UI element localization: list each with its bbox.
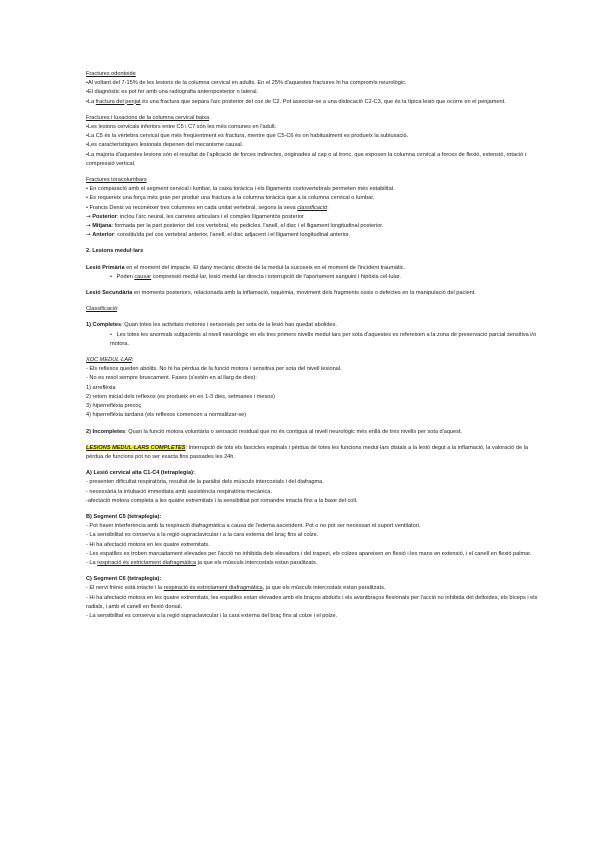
text: : xyxy=(327,204,329,211)
paragraph: - Els reflexos queden abolits. No hi ha pèrdua de la funció motora i sensitiva per sota del nivell lesional. xyxy=(86,366,342,373)
term: Lesió Primària xyxy=(86,264,125,271)
arrow-icon: → xyxy=(86,232,91,239)
paragraph: •El diagnòstic es pot fer amb una radiografia anteroposterior o lateral. xyxy=(86,89,259,96)
term: Anterior xyxy=(92,232,115,239)
text: XOC MEDUL·LAR xyxy=(86,357,133,364)
paragraph: - Pot haver interferència amb la respiració diafragmàtica a causa de l'edema ascendent. Pot o no pot ser necessari el suport ventilatori. xyxy=(86,523,421,530)
section-heading: 2. Lesions medul·lars xyxy=(86,248,144,255)
list-item: 2) retorn inicial dels reflexos (es produeix en en 1-3 dies, setmanes i mesos) xyxy=(86,393,276,400)
section-heading: Fractures odontoide xyxy=(86,71,136,77)
paragraph: •La majoria d'aquestes lesions són el resultat de l'aplicació de forces indirectes, originades al cap o al tronc, que exposen la columna cervical a forces de flexió, extensió, rotació i compressió vertical. xyxy=(86,151,527,167)
paragraph: • En comparació amb el segment cervical i lumbar, la caixa toràcica i els lligaments costovertebrals permeten més estabilitat. xyxy=(86,186,395,193)
paragraph xyxy=(86,289,539,298)
text: - La xyxy=(86,559,98,566)
text: •La xyxy=(86,98,96,105)
subheading: A) Lesió cervical alta C1-C4 (tetraplegia): xyxy=(86,470,195,477)
incomplete-lesions xyxy=(86,428,539,437)
paragraph xyxy=(86,584,539,593)
text: : constituïda pel cos vertebral anterior, l'anell, el disc adjacent i el lligament longitudinal anterior. xyxy=(114,232,351,239)
highlighted-heading: LESIONS MEDUL·LARS COMPLETES xyxy=(86,444,186,451)
paragraph xyxy=(86,204,539,213)
list-item: 3) hiperreflèxia precoç xyxy=(86,403,142,410)
classification-heading xyxy=(86,305,539,314)
text: Les totes les anormals subjacents al nivell neurològic en els tres primers nivells medul·lars per sota d'aquestes es refereixen a la zona de preservació parcial sensitiva i/o motora. xyxy=(110,331,537,347)
paragraph: - La sensibilitat es conserva a la regió supraclavicular i a la cara externa del braç fins al colze. xyxy=(86,532,319,539)
paragraph: •Al voltant del 7-15% de les lesions de la columna cervical en adults. En el 25% d'aquestes fractures hi ha compromís neurològic. xyxy=(86,80,407,87)
paragraph xyxy=(86,428,539,437)
text: : Interrupció de tots els fascicles espinals i pèrdua de totes les funcions medul·lars distals a la lesió degut a la inflamació, la valoració de la pèrdua de funcions pot no ser exacta fins passades les 24h. xyxy=(86,444,529,460)
paragraph: - presenten dificultat respiratòria, resultat de la paràlisi dels músculs intercostals i del diafragma. xyxy=(86,479,324,486)
list-item xyxy=(86,331,539,349)
paragraph xyxy=(86,98,539,107)
list-item xyxy=(86,222,539,231)
complete-spinal-lesions xyxy=(86,444,539,462)
list-item xyxy=(86,231,539,240)
text: ja que els músculs intercostals estan paralitzats. xyxy=(196,559,318,566)
text: Poden xyxy=(116,273,135,280)
list-item: 4) hiperreflèxia tardana (els reflexos comencen a normalitzar-se) xyxy=(86,412,247,419)
section-heading: Fractures toracolumbars xyxy=(86,177,147,184)
list-item: 1) arreflèxia xyxy=(86,384,116,391)
term: 1) Completes xyxy=(86,322,122,329)
bullet: • xyxy=(110,273,112,280)
text: és una fractura que separa l'arc posterior del cos de C2. Pot associar-se a una dislocació C2-C3, que és la típica lesió que ocorre en el penjament. xyxy=(140,98,506,105)
section-c1-c4 xyxy=(86,469,539,506)
underlined-term: classificació xyxy=(297,204,328,211)
text: : formada per la part posterior del cos vertebral, els pedicles, l'anell, el disc i el lligament longitudinal posterior. xyxy=(111,223,384,230)
section-heading: Fractures i luxacions de la columna cervical baixa xyxy=(86,114,210,121)
arrow-icon: → xyxy=(86,213,91,220)
text: : Quan la funció motora voluntària o sensació residual que no és contigua al nivell neurològic més enllà de tres nivells per sota d'aquest. xyxy=(125,428,463,435)
section-c5 xyxy=(86,513,539,568)
paragraph: -afectació motora completa a les quatre extremitats i la sensibilitat pot romandre intacta fins a la base del coll. xyxy=(86,497,358,504)
subheading xyxy=(86,305,539,314)
paragraph: - No es resol sempre bruscament. Fases (s'estén en al llarg de dies): xyxy=(86,375,257,382)
paragraph: - necessària la intubació immediata amb assistència respiratòria mecànica. xyxy=(86,488,272,495)
section-spinal-injuries xyxy=(86,247,539,256)
text: compressió medul·lar, lesió medul·lar directa i interrupció de l'aportament sanguini i hipòxia cel·lular. xyxy=(151,273,401,280)
section-odontoid-fractures xyxy=(86,70,539,107)
paragraph: •Les característiques lesionals depenen del mecanisme causal. xyxy=(86,142,244,149)
list-item xyxy=(86,273,539,282)
spinal-shock xyxy=(86,356,539,420)
paragraph: •Les lesions cervicals inferiors entre C5 i C7 són les més comunes en l'adult. xyxy=(86,124,277,131)
text: • Francis Denis va reconèixer tres columnes en cada unitat vertebral, segons la seva xyxy=(86,204,298,211)
term: Posterior xyxy=(92,213,117,220)
secondary-injury xyxy=(86,289,539,298)
subheading: C) Segment C6 (tetraplegia): xyxy=(86,576,162,583)
section-thoracolumbar xyxy=(86,176,539,240)
paragraph: - Hi ha afectació motora en les quatre extremitats. xyxy=(86,541,210,548)
text: , ja que els músculs intercostals estan paralitzats. xyxy=(262,585,386,592)
list-item xyxy=(86,213,539,222)
primary-injury xyxy=(86,264,539,282)
arrow-icon: → xyxy=(86,223,91,230)
subheading xyxy=(86,356,539,365)
paragraph xyxy=(86,264,539,273)
paragraph: • Es requereix una força més gran per produir una fractura a la columna toràcica que a la columna cervical o lumbar. xyxy=(86,195,375,202)
paragraph: - Les espatlles es troben marcadament elevades per l'acció no inhibida dels elevadors i del trapezi, els colzes apareixen en flexió i les mans en extensió, i el canell en flexió palmar. xyxy=(86,550,532,557)
paragraph xyxy=(86,321,539,330)
text: - El nervi frènic està intacte i la xyxy=(86,585,164,592)
text: en el moment del impacte. El dany mecànic directe de la medul·la succeeix en el moment de l'incident traumàtic. xyxy=(124,264,406,271)
text: : Quan totes les activitats motores i sensorials per sota de la lesió han quedat abolides. xyxy=(121,322,337,329)
paragraph: - La sensibilitat es conserva a la regió supraclavicular i la cara externa del braç fins al colze i el polze. xyxy=(86,612,338,619)
underlined-term: causar xyxy=(134,273,152,280)
term: 2) Incompletes xyxy=(86,428,126,435)
paragraph xyxy=(86,559,539,568)
text: Classificació xyxy=(86,306,118,313)
section-c6 xyxy=(86,575,539,621)
term: Lesió Secundària xyxy=(86,290,133,297)
text: : inclou l'arc neural, les carretes articulars i el complex lligamentós posterior xyxy=(116,213,304,220)
text: en moments posteriors, relacionada amb la inflamació, isquèmia, moviment dels fragments ossis o defectes en la manipulació del pacient. xyxy=(132,290,476,297)
underlined-term: fractura del penjat xyxy=(95,98,141,105)
underlined-term: respiració és estrictament diafragmàtica xyxy=(163,585,263,592)
bullet: • xyxy=(110,331,112,338)
paragraph xyxy=(86,444,539,462)
text: : xyxy=(132,357,134,364)
paragraph: •La C5 és la vèrtebra cervical que més freqüentment es fractura, mentre que C5-C6 és on habitualment es produeix la subluxació. xyxy=(86,133,409,140)
subheading: B) Segment C5 (tetraplegia): xyxy=(86,513,162,520)
complete-lesions xyxy=(86,321,539,349)
term: Mitjana xyxy=(92,223,112,230)
underlined-term: respiració és estrictament diafragmàtica xyxy=(97,559,197,566)
paragraph: - Hi ha afectació motora en les quatre extremitats, les espatlles estan elevades amb els braços abduïts i els avantbraços flexionats per l'acció no inhibida del deltoides, els bíceps i els radials, i amb el canell en flexió dorsal. xyxy=(86,594,538,610)
section-lower-cervical xyxy=(86,114,539,169)
text: : xyxy=(117,306,119,313)
